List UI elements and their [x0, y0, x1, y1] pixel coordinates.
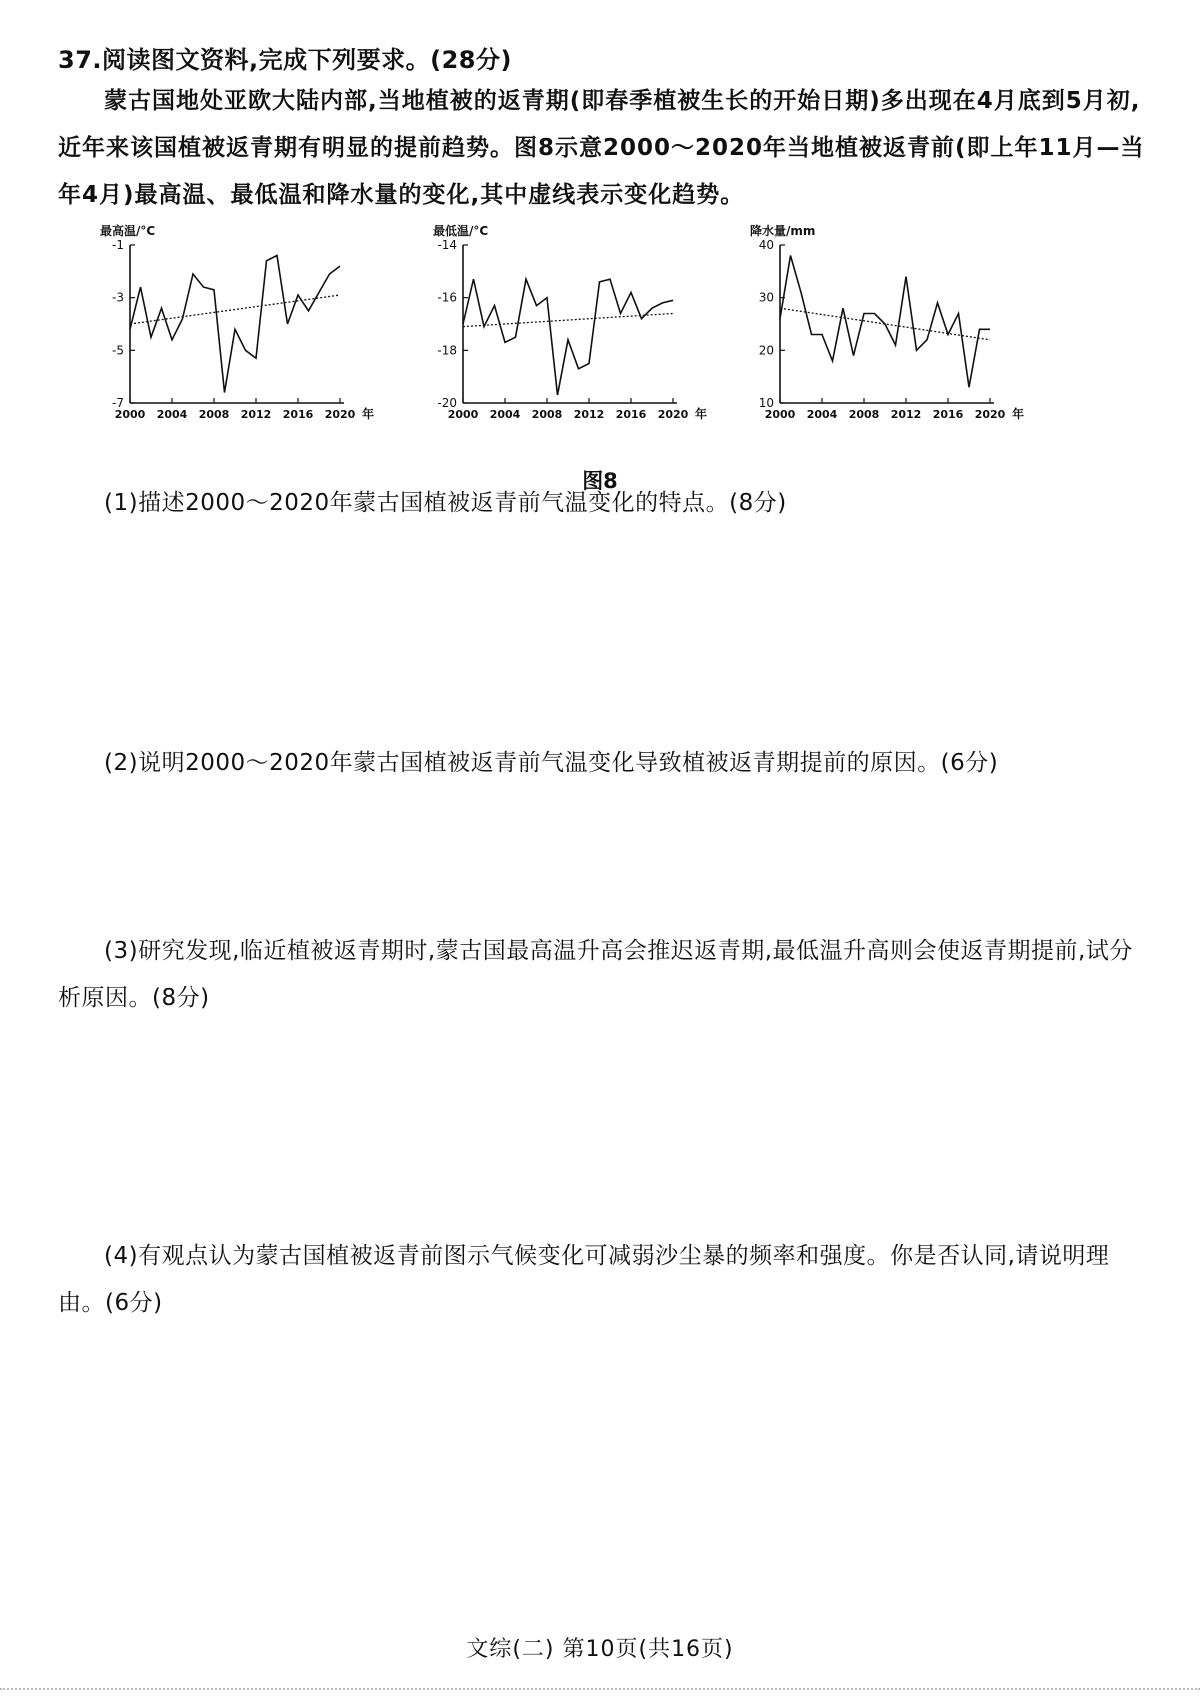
chart-3-x-tick-label: 2016	[932, 408, 964, 421]
chart-3-x-tick-label: 2020	[974, 408, 1006, 421]
chart-2-y-tick-label: -16	[437, 290, 457, 305]
chart-1-x-tick-label: 2008	[198, 408, 230, 421]
chart-2-y-label: 最低温/°C	[433, 224, 489, 238]
chart-2-y-tick-label: -20	[437, 396, 457, 410]
chart-2-x-tick-label: 2012	[573, 408, 605, 421]
chart-2-y-tick-label: -14	[437, 238, 457, 252]
chart-1-x-label: 年	[362, 407, 375, 421]
chart-2-x-tick-label: 2016	[615, 408, 647, 421]
chart-1-y-tick-label: -1	[112, 238, 124, 252]
chart-1-y-label: 最高温/°C	[100, 224, 156, 238]
chart-3-y-tick-label: 30	[758, 290, 774, 305]
chart-2-x-tick-label: 2000	[447, 408, 479, 421]
chart-min-temp-svg	[418, 225, 718, 425]
chart-3-series-line	[780, 256, 990, 388]
chart-max-temp	[85, 225, 385, 429]
chart-2-x-label: 年	[695, 407, 708, 421]
sub-question-1	[58, 480, 1153, 527]
chart-2-x-tick-label: 2008	[531, 408, 563, 421]
chart-3-x-label: 年	[1012, 407, 1025, 421]
figure-charts	[85, 225, 1115, 455]
sub-question-2-text: (2)说明2000～2020年蒙古国植被返青前气温变化导致植被返青期提前的原因。(6分)	[104, 750, 999, 776]
question-intro	[58, 78, 1153, 219]
chart-max-temp-svg	[85, 225, 385, 425]
chart-precipitation-svg	[735, 225, 1035, 425]
chart-2-trend-line	[463, 313, 673, 326]
bottom-edge-dots	[0, 1688, 1200, 1690]
chart-1-x-tick-label: 2016	[282, 408, 314, 421]
chart-3-x-tick-label: 2008	[848, 408, 880, 421]
chart-1-y-tick-label: -5	[112, 343, 124, 358]
chart-3-x-tick-label: 2004	[806, 408, 838, 421]
sub-question-4	[58, 1233, 1153, 1327]
chart-1-y-tick-label: -3	[112, 290, 124, 305]
chart-2-y-tick-label: -18	[437, 343, 457, 358]
chart-min-temp	[418, 225, 718, 429]
chart-3-y-tick-label: 10	[758, 396, 774, 410]
chart-1-x-tick-label: 2020	[324, 408, 356, 421]
intro-text: 蒙古国地处亚欧大陆内部,当地植被的返青期(即春季植被生长的开始日期)多出现在4月底到5月初,近年来该国植被返青期有明显的提前趋势。图8示意2000～2020年当地植被返青前(即上年11月—当年4月)最高温、最低温和降水量的变化,其中虚线表示变化趋势。	[58, 88, 1145, 208]
chart-1-x-tick-label: 2012	[240, 408, 272, 421]
chart-precipitation	[735, 225, 1035, 429]
chart-1-y-tick-label: -7	[112, 396, 124, 410]
chart-1-x-tick-label: 2000	[114, 408, 146, 421]
sub-question-1-text: (1)描述2000～2020年蒙古国植被返青前气温变化的特点。(8分)	[104, 490, 787, 516]
chart-2-series-line	[463, 279, 673, 395]
sub-question-3	[58, 928, 1153, 1022]
sub-question-3-text: (3)研究发现,临近植被返青期时,蒙古国最高温升高会推迟返青期,最低温升高则会使返青期提前,试分析原因。(8分)	[58, 938, 1133, 1011]
chart-2-x-tick-label: 2020	[657, 408, 689, 421]
figure-label: 图8	[582, 469, 618, 493]
chart-3-x-tick-label: 2000	[764, 408, 796, 421]
sub-question-2	[58, 740, 1153, 787]
chart-1-x-tick-label: 2004	[156, 408, 188, 421]
sub-question-4-text: (4)有观点认为蒙古国植被返青前图示气候变化可减弱沙尘暴的频率和强度。你是否认同,请说明理由。(6分)	[58, 1243, 1110, 1316]
chart-2-x-tick-label: 2004	[489, 408, 521, 421]
chart-3-y-tick-label: 40	[758, 238, 774, 252]
chart-1-series-line	[130, 256, 340, 393]
chart-3-x-tick-label: 2012	[890, 408, 922, 421]
question-title: 37.阅读图文资料,完成下列要求。(28分)	[58, 46, 512, 74]
page-footer: 文综(二) 第10页(共16页)	[466, 1637, 734, 1662]
chart-3-y-tick-label: 20	[758, 343, 774, 358]
chart-3-y-label: 降水量/mm	[750, 224, 816, 238]
